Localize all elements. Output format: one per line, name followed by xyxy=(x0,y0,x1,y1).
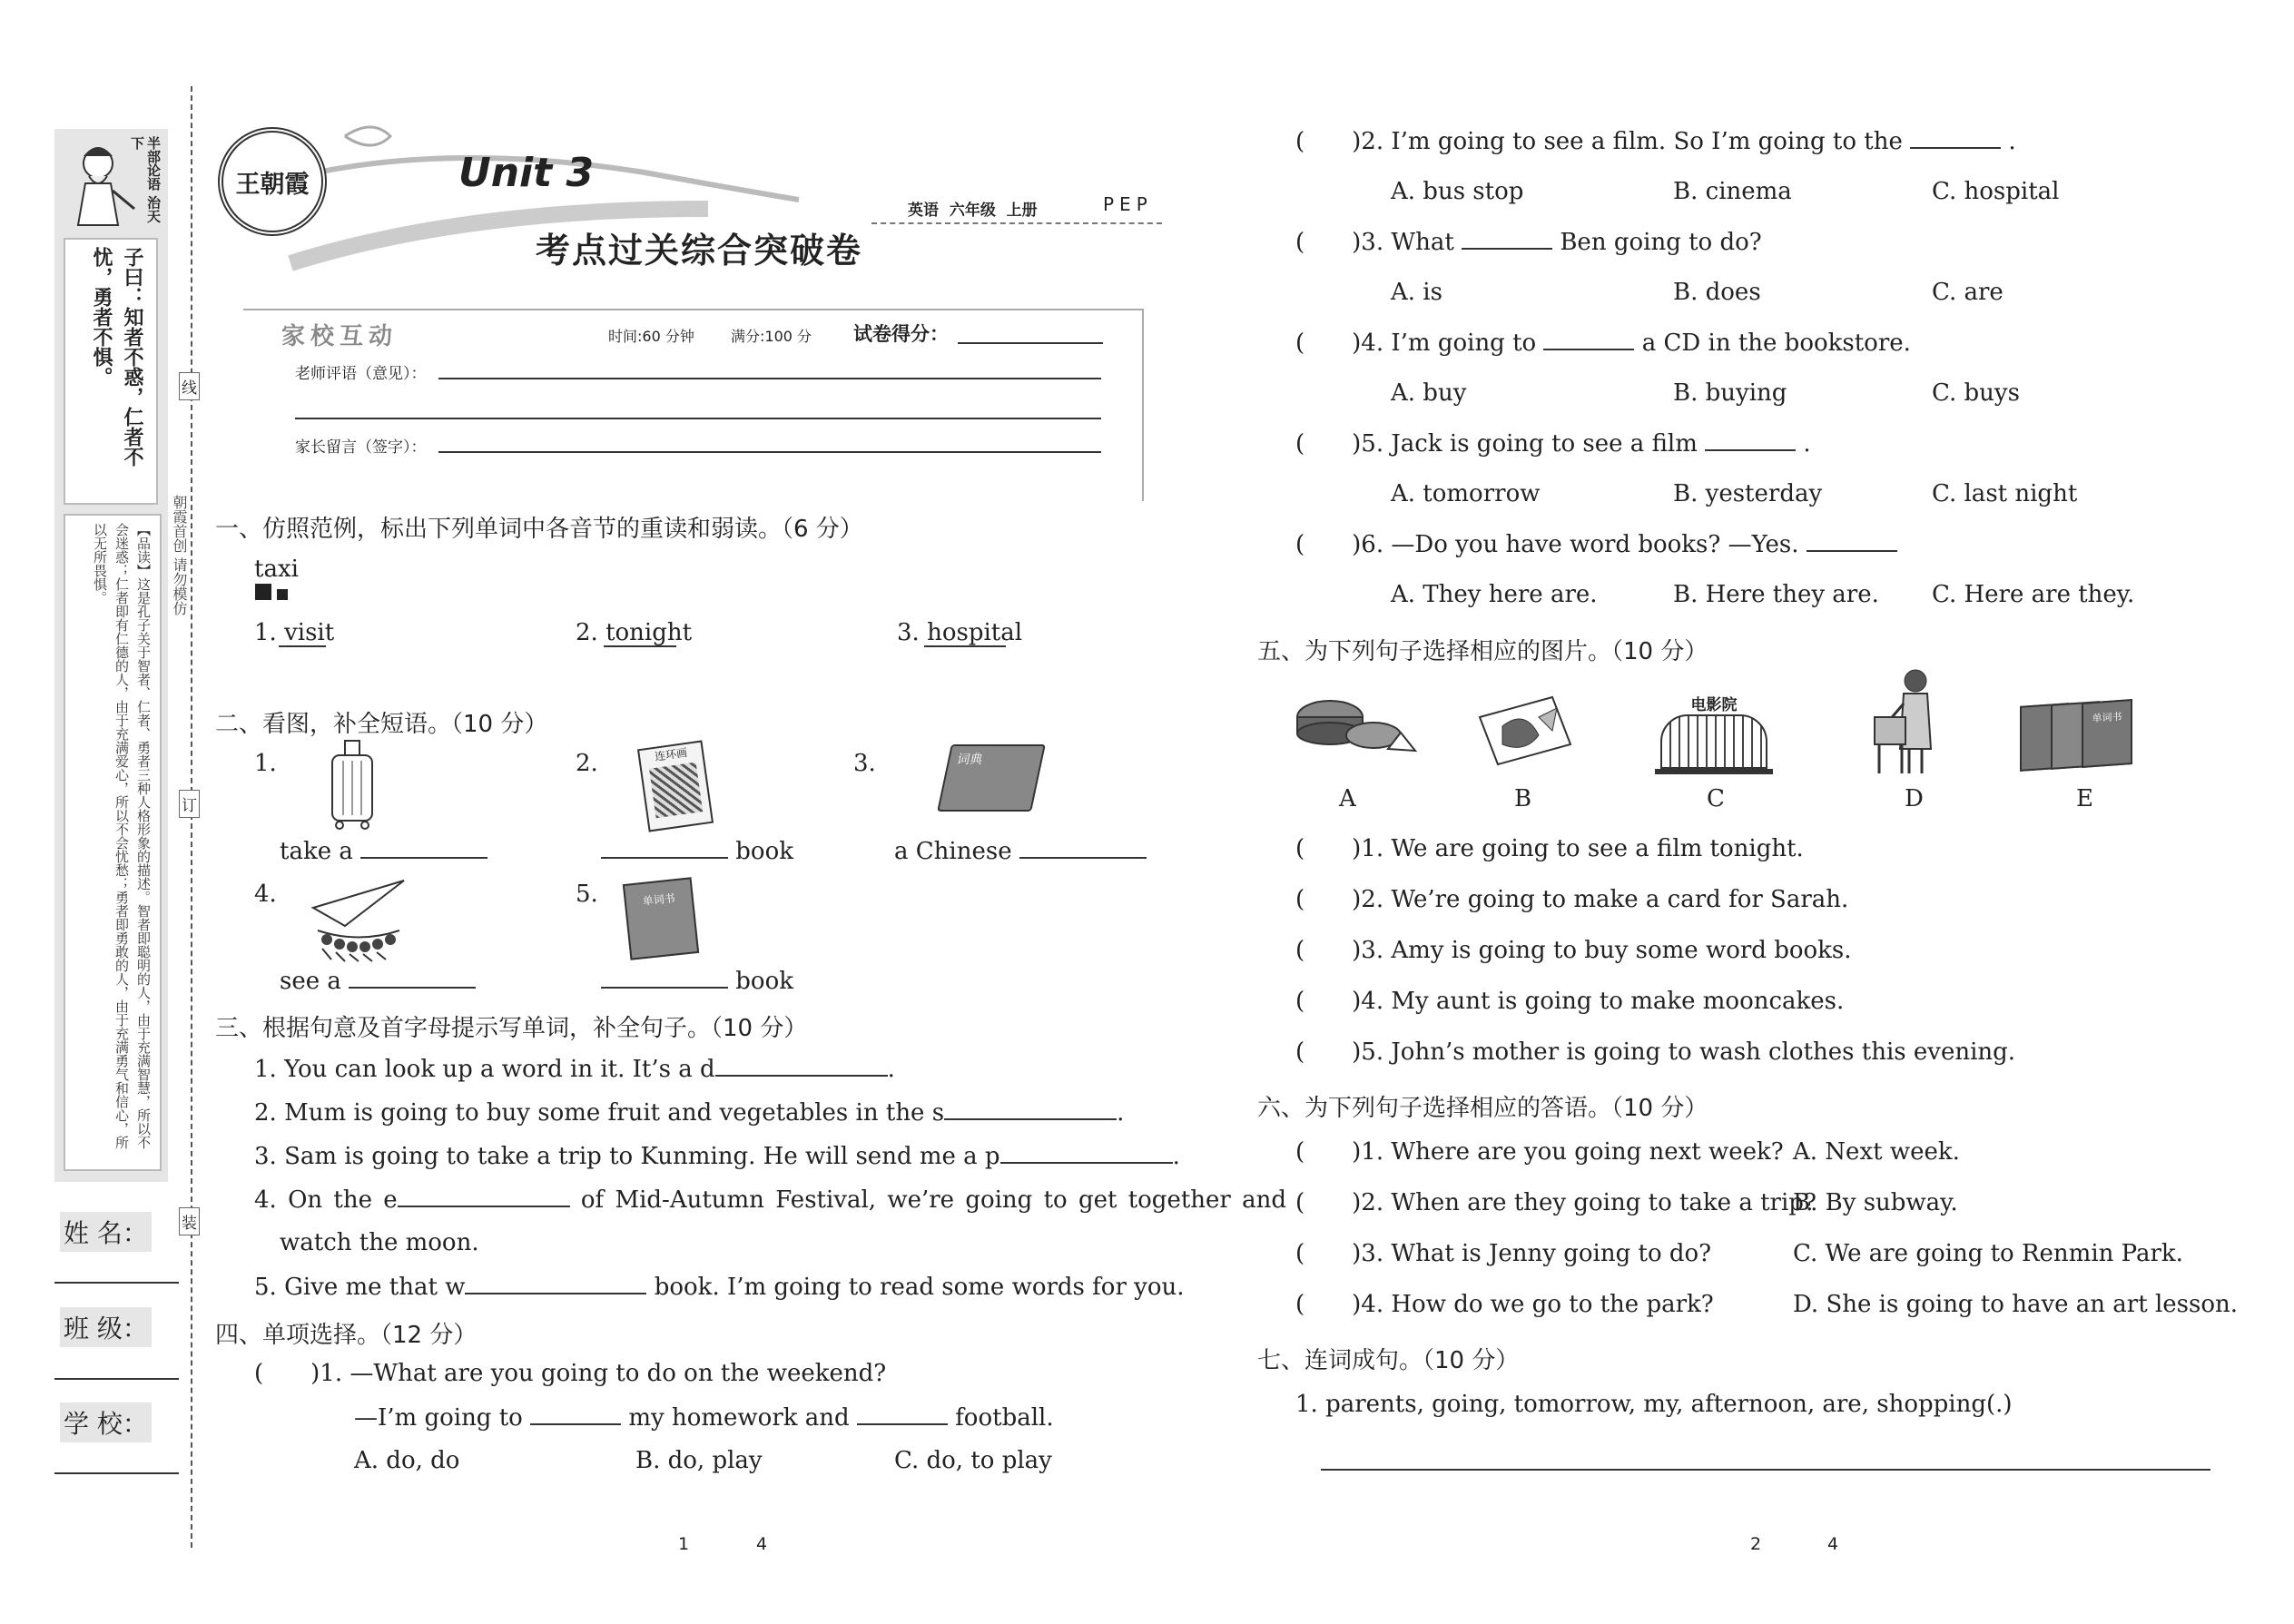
answer-blank-s4-6[interactable] xyxy=(1807,530,1897,552)
s6-question-3: )3. What is Jenny going to do? xyxy=(1352,1240,1712,1267)
s4-q2-stem-post: . xyxy=(2008,128,2016,155)
dragon-boat-icon xyxy=(309,876,409,962)
s6-question-1: )1. Where are you going next week? xyxy=(1352,1138,1784,1166)
answer-blank-s4-4[interactable] xyxy=(1543,329,1634,350)
section3-item-4-cont: watch the moon. xyxy=(280,1229,479,1256)
section3-item-3-pre: 3. Sam is going to take a trip to Kunming. He will send me a p xyxy=(254,1143,1000,1170)
section3-item-2-post: . xyxy=(1117,1099,1125,1127)
s4-q1-stem-text: )1. —What are you going to do on the weekend? xyxy=(310,1360,887,1387)
section2-item-4-before: see a xyxy=(280,968,341,995)
paren-open: ( xyxy=(1295,430,1305,458)
paren-open: ( xyxy=(1295,835,1305,862)
s5-item-4 xyxy=(1295,988,1844,1015)
section2-item-1-text xyxy=(280,837,487,865)
section2-item-3-before: a Chinese xyxy=(894,838,1012,865)
section3-item-2 xyxy=(254,1098,1124,1127)
s6-item-2 xyxy=(1295,1189,1816,1216)
section3-item-4 xyxy=(254,1186,1286,1214)
section2-item-2-after: book xyxy=(735,838,793,865)
name-field[interactable] xyxy=(54,1282,179,1284)
s6-answer-a: A. Next week. xyxy=(1793,1138,1960,1166)
section2-item-3-num: 3. xyxy=(853,750,876,777)
paren-open: ( xyxy=(1295,229,1305,256)
answer-blank-s2-2[interactable] xyxy=(601,837,728,859)
paren-open: ( xyxy=(254,1360,264,1387)
s4-q5-stem-post: . xyxy=(1803,430,1811,458)
section1-item-1: 1. visit xyxy=(254,619,335,646)
paren-open: ( xyxy=(1295,886,1305,913)
reading-note-box xyxy=(64,514,162,1171)
s4-q2-option-a[interactable]: A. bus stop xyxy=(1391,178,1524,205)
section6-title: 六、为下列句子选择相应的答语。（10 分） xyxy=(1257,1095,1708,1122)
s4-q4-option-c[interactable]: C. buys xyxy=(1932,379,2020,407)
section3-title: 三、根据句意及首字母提示写单词，补全句子。（10 分） xyxy=(215,1015,808,1042)
card-icon xyxy=(1475,690,1575,772)
section1-item-2: 2. tonight xyxy=(576,619,693,646)
woman-washing-icon xyxy=(1866,663,1956,781)
teacher-comment-line-1[interactable] xyxy=(438,378,1101,379)
section2-item-1-num: 1. xyxy=(254,750,277,777)
s4-q1-option-c[interactable]: C. do, to play xyxy=(894,1447,1052,1474)
pic-letter-a: A xyxy=(1339,785,1356,812)
s4-q4-option-b[interactable]: B. buying xyxy=(1673,379,1787,407)
s6-question-4: )4. How do we go to the park? xyxy=(1352,1291,1714,1318)
edition-tag: PEP xyxy=(1103,193,1153,215)
s4-q1-line2-b: my homework and xyxy=(628,1404,850,1432)
comic-book-icon xyxy=(637,740,714,832)
s6-item-3 xyxy=(1295,1240,1711,1267)
class-field[interactable] xyxy=(54,1378,179,1380)
paren-open: ( xyxy=(1295,1138,1305,1166)
s6-answer-c: C. We are going to Renmin Park. xyxy=(1793,1240,2183,1267)
s4-question-6 xyxy=(1295,530,1897,558)
cinema-icon xyxy=(1655,692,1773,770)
pic-letter-e: E xyxy=(2076,785,2093,812)
unit-title: Unit 3 xyxy=(458,150,595,196)
underline-hospital xyxy=(924,645,1006,647)
section2-item-2-num: 2. xyxy=(576,750,598,777)
section2-title: 二、看图，补全短语。（10 分） xyxy=(215,711,548,738)
answer-blank-s4-5[interactable] xyxy=(1705,429,1796,451)
section3-item-3 xyxy=(254,1142,1180,1170)
s4-q3-option-c[interactable]: C. are xyxy=(1932,279,2004,306)
paren-open: ( xyxy=(1295,128,1305,155)
s6-question-2: )2. When are they going to take a trip? xyxy=(1352,1189,1816,1216)
s4-q3-stem-pre: )3. What xyxy=(1352,229,1454,256)
comic-book-label: 连环画 xyxy=(654,745,688,763)
s4-q6-stem-pre: )6. —Do you have word books? —Yes. xyxy=(1352,531,1799,558)
s4-question-5 xyxy=(1295,429,1811,458)
paren-open: ( xyxy=(1295,1291,1305,1318)
s5-item-3 xyxy=(1295,937,1852,964)
underline-visit xyxy=(279,645,326,647)
quote-text: 子曰：知者不惑，仁者不忧，勇者不惧。 xyxy=(90,247,143,467)
section7-title: 七、连词成句。（10 分） xyxy=(1257,1347,1520,1374)
s4-q4-stem-pre: )4. I’m going to xyxy=(1352,330,1537,357)
footer-right-2: 4 xyxy=(1827,1534,1839,1554)
s4-q4-stem-post: a CD in the bookstore. xyxy=(1641,330,1911,357)
s4-q4-option-a[interactable]: A. buy xyxy=(1391,379,1467,407)
s5-item-1-text: )1. We are going to see a film tonight. xyxy=(1352,835,1804,862)
s4-q3-option-a[interactable]: A. is xyxy=(1391,279,1442,306)
s6-answer-d: D. She is going to have an art lesson. xyxy=(1793,1291,2239,1318)
section2-item-5-after: book xyxy=(735,968,793,995)
dictionary-icon xyxy=(937,744,1046,812)
footer-right-1: 2 xyxy=(1750,1534,1762,1554)
section2-item-2-text xyxy=(601,837,793,865)
s5-item-3-text: )3. Amy is going to buy some word books. xyxy=(1352,937,1852,964)
s5-item-2 xyxy=(1295,886,1848,913)
stress-mark-weak xyxy=(277,589,288,600)
s4-q1-line2-c: football. xyxy=(955,1404,1054,1432)
subject-tags: 英语 六年级 上册 xyxy=(908,202,1038,220)
answer-blank-s3-4[interactable] xyxy=(398,1186,570,1207)
binding-mark-2: 订 xyxy=(179,790,200,818)
paren-open: ( xyxy=(1295,330,1305,357)
exam-title: 考点过关综合突破卷 xyxy=(536,231,863,271)
book-tag: 半部论语 治天下 xyxy=(129,136,162,223)
paren-open: ( xyxy=(1295,937,1305,964)
s5-item-1 xyxy=(1295,835,1804,862)
paren-open: ( xyxy=(1295,1038,1305,1066)
answer-blank-s3-1[interactable] xyxy=(715,1055,888,1077)
answer-blank-s2-5[interactable] xyxy=(601,967,728,989)
portrait-box xyxy=(56,133,165,232)
word-books-icon xyxy=(2020,699,2138,772)
s4-q2-option-c[interactable]: C. hospital xyxy=(1932,178,2060,205)
paren-open: ( xyxy=(1295,988,1305,1015)
copyright-note: 朝霞首创 请勿模仿 xyxy=(171,495,188,616)
section7-answer-line[interactable] xyxy=(1321,1469,2210,1471)
parent-comment-line[interactable] xyxy=(438,451,1101,453)
name-label: 姓 名： xyxy=(60,1212,152,1252)
header-dashes xyxy=(871,222,1162,224)
s6-answer-b: B. By subway. xyxy=(1793,1189,1958,1216)
s5-item-2-text: )2. We’re going to make a card for Sarah. xyxy=(1352,886,1849,913)
s4-q1-option-b[interactable]: B. do, play xyxy=(635,1447,763,1474)
s4-question-2 xyxy=(1295,127,2016,155)
answer-blank-s4-1b[interactable] xyxy=(857,1403,948,1425)
s4-q2-stem-pre: )2. I’m going to see a film. So I’m going to the xyxy=(1352,128,1903,155)
answer-blank-s3-3[interactable] xyxy=(1000,1142,1173,1164)
home-school-label: 家校互动 xyxy=(281,323,399,350)
section3-item-5-pre: 5. Give me that w xyxy=(254,1274,466,1301)
s4-question-3 xyxy=(1295,228,1762,256)
s4-q6-option-b[interactable]: B. Here they are. xyxy=(1673,581,1879,608)
section2-item-4-num: 4. xyxy=(254,881,277,908)
school-field[interactable] xyxy=(54,1472,179,1474)
s4-q6-option-c[interactable]: C. Here are they. xyxy=(1932,581,2135,608)
section2-item-3-text xyxy=(894,837,1147,865)
answer-blank-s4-1a[interactable] xyxy=(530,1403,621,1425)
paren-open: ( xyxy=(1295,531,1305,558)
section1-example-word: taxi xyxy=(254,556,299,583)
word-book-label: 单词书 xyxy=(642,891,676,908)
reading-note: 【品读】这是孔子关于智者、仁者、勇者三种人格形象的描述。智者即聪明的人，由于充满智慧，所以不会迷惑；仁者即有仁德的人，由于充满爱心，所以不会忧愁；勇者即勇敢的人，由于充满勇气和信心，所以无所畏惧。 xyxy=(92,523,152,1149)
brand-logo xyxy=(218,127,327,236)
section3-item-5 xyxy=(254,1273,1185,1301)
section5-title: 五、为下列句子选择相应的图片。（10 分） xyxy=(1257,638,1708,665)
binding-mark-3: 装 xyxy=(179,1207,200,1235)
answer-blank-s2-1[interactable] xyxy=(360,837,487,859)
dictionary-label: 词典 xyxy=(955,753,984,767)
section7-item-1: 1. parents, going, tomorrow, my, afternoon, are, shopping(.) xyxy=(1295,1391,2013,1418)
class-label: 班 级： xyxy=(60,1307,152,1347)
brand-logo-text: 王朝霞 xyxy=(235,170,310,199)
s6-item-1 xyxy=(1295,1138,1784,1166)
s4-q3-stem-post: Ben going to do? xyxy=(1560,229,1762,256)
section2-item-4-text xyxy=(280,967,476,995)
s4-question-4 xyxy=(1295,329,1911,357)
word-book-icon xyxy=(623,877,699,960)
answer-blank-s4-2[interactable] xyxy=(1910,127,2001,149)
score-label: 试卷得分： xyxy=(853,323,949,345)
teacher-comment-line-2[interactable] xyxy=(295,418,1101,419)
s4-q2-option-b[interactable]: B. cinema xyxy=(1673,178,1792,205)
section3-item-1-post: . xyxy=(887,1056,895,1083)
s4-q5-option-b[interactable]: B. yesterday xyxy=(1673,480,1823,507)
s5-item-4-text: )4. My aunt is going to make mooncakes. xyxy=(1352,988,1845,1015)
cinema-sign: 电影院 xyxy=(1690,696,1738,714)
section3-item-4-post: of Mid-Autumn Festival, we’re going to get together and xyxy=(580,1186,1286,1214)
s4-q6-option-a[interactable]: A. They here are. xyxy=(1391,581,1598,608)
answer-blank-s2-4[interactable] xyxy=(349,967,476,989)
section2-item-5-text xyxy=(601,967,793,995)
pic-letter-d: D xyxy=(1905,785,1924,812)
parent-comment-label: 家长留言（签字）： xyxy=(295,438,427,457)
section3-item-3-post: . xyxy=(1172,1143,1180,1170)
section2-item-5-num: 5. xyxy=(576,881,598,908)
pic-letter-b: B xyxy=(1514,785,1532,812)
s4-q5-option-a[interactable]: A. tomorrow xyxy=(1391,480,1541,507)
answer-blank-s3-5[interactable] xyxy=(465,1273,646,1294)
section2-item-1-before: take a xyxy=(280,838,353,865)
answer-blank-s2-3[interactable] xyxy=(1019,837,1147,859)
section1-title: 一、仿照范例，标出下列单词中各音节的重读和弱读。（6 分） xyxy=(215,516,863,543)
footer-left-1: 1 xyxy=(678,1534,690,1554)
full-score: 满分:100 分 xyxy=(731,328,812,345)
exam-time: 时间:60 分钟 xyxy=(608,328,694,345)
quote-box xyxy=(64,238,158,505)
s4-q1-option-a[interactable]: A. do, do xyxy=(354,1447,460,1474)
section4-title: 四、单项选择。（12 分） xyxy=(215,1322,478,1349)
section1-item-3: 3. hospital xyxy=(897,619,1023,646)
teacher-comment-label: 老师评语（意见）： xyxy=(295,365,427,383)
s4-q1-line2 xyxy=(354,1403,1054,1432)
s4-q1-line2-a: —I’m going to xyxy=(354,1404,523,1432)
answer-blank-s4-3[interactable] xyxy=(1462,228,1552,250)
s5-item-5 xyxy=(1295,1038,2015,1066)
section3-item-2-pre: 2. Mum is going to buy some fruit and vegetables in the s xyxy=(254,1099,945,1127)
binding-mark-1: 线 xyxy=(179,372,200,400)
section3-item-5-post: book. I’m going to read some words for you. xyxy=(654,1274,1185,1301)
section3-item-1 xyxy=(254,1055,895,1083)
stress-mark-strong xyxy=(255,584,271,600)
section3-item-1-pre: 1. You can look up a word in it. It’s a d xyxy=(254,1056,715,1083)
s4-q5-option-c[interactable]: C. last night xyxy=(1932,480,2078,507)
s5-item-5-text: )5. John’s mother is going to wash clothes this evening. xyxy=(1352,1038,2016,1066)
score-field[interactable] xyxy=(958,342,1103,344)
mooncakes-icon xyxy=(1294,685,1421,772)
paren-open: ( xyxy=(1295,1240,1305,1267)
s4-q3-option-b[interactable]: B. does xyxy=(1673,279,1761,306)
suitcase-icon xyxy=(325,737,379,832)
s6-item-4 xyxy=(1295,1291,1714,1318)
pic-letter-c: C xyxy=(1707,785,1725,812)
word-books-label: 单词书 xyxy=(2092,710,2122,725)
answer-blank-s3-2[interactable] xyxy=(944,1098,1117,1120)
school-label: 学 校： xyxy=(60,1403,152,1442)
s4-q5-stem-pre: )5. Jack is going to see a film xyxy=(1352,430,1698,458)
section3-item-4-pre: 4. On the e xyxy=(254,1186,398,1214)
s4-q1-stem xyxy=(254,1360,886,1387)
footer-left-2: 4 xyxy=(756,1534,768,1554)
paren-open: ( xyxy=(1295,1189,1305,1216)
underline-tonight xyxy=(604,645,676,647)
